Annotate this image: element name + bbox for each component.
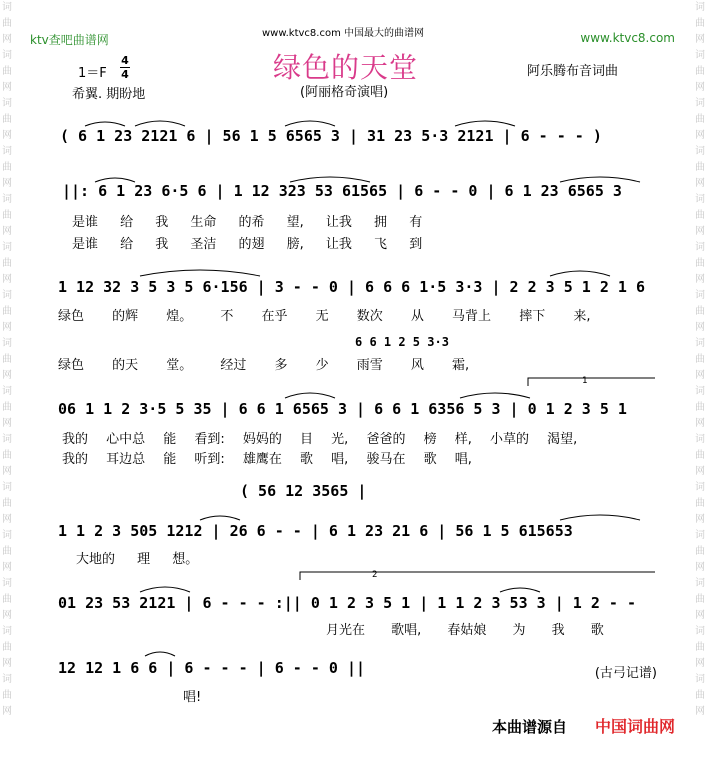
side-watermark-char: 词: [695, 434, 705, 445]
score-row-7: 01 23 53 2121 | 6 - - - :|| 0 1 2 3 5 1 | 1 1 2 3 53 3 | 1 2 - -: [58, 594, 636, 612]
side-watermark-char: 曲: [2, 162, 12, 173]
side-watermark-char: 曲: [2, 402, 12, 413]
side-watermark-char: 词: [2, 674, 12, 685]
side-watermark-char: 网: [2, 418, 12, 429]
side-watermark-char: 网: [695, 562, 705, 573]
side-watermark-char: 曲: [2, 354, 12, 365]
side-watermark-char: 曲: [695, 690, 705, 701]
side-watermark-char: 曲: [695, 210, 705, 221]
side-watermark-char: 词: [2, 2, 12, 13]
side-watermark-char: 词: [2, 482, 12, 493]
side-watermark-char: 网: [695, 34, 705, 45]
side-watermark-char: 词: [695, 2, 705, 13]
side-watermark-char: 网: [2, 562, 12, 573]
score-row-8: 12 12 1 6 6 | 6 - - - | 6 - - 0 ||: [58, 659, 366, 677]
side-watermark-char: 词: [695, 338, 705, 349]
side-watermark-char: 网: [2, 178, 12, 189]
watermark-right: www.ktvc8.com: [580, 31, 675, 45]
lyrics-row-6: 大地的 理 想。: [76, 552, 199, 567]
side-watermark-char: 曲: [695, 354, 705, 365]
side-watermark-char: 网: [695, 466, 705, 477]
composer-credit: 阿乐腾布音词曲: [527, 64, 619, 79]
side-watermark-char: 词: [2, 530, 12, 541]
side-watermark-char: 网: [695, 610, 705, 621]
side-watermark-char: 网: [695, 82, 705, 93]
side-watermark-char: 词: [695, 146, 705, 157]
side-watermark-char: 词: [2, 194, 12, 205]
side-watermark-char: 网: [695, 274, 705, 285]
side-watermark-char: 网: [2, 706, 12, 717]
side-watermark-char: 网: [2, 610, 12, 621]
side-watermark-char: 曲: [695, 642, 705, 653]
side-watermark-char: 词: [2, 290, 12, 301]
side-watermark-char: 曲: [695, 306, 705, 317]
side-watermark-char: 词: [2, 98, 12, 109]
side-watermark-char: 网: [695, 178, 705, 189]
side-watermark-char: 网: [2, 514, 12, 525]
side-watermark-char: 词: [695, 626, 705, 637]
side-watermark-char: 曲: [2, 546, 12, 557]
side-watermark-char: 曲: [695, 114, 705, 125]
side-watermark-char: 词: [695, 242, 705, 253]
side-watermark-char: 网: [2, 466, 12, 477]
lyrics-row-4a: 我的 心中总 能 看到: 妈妈的 目 光, 爸爸的 榜 样, 小草的 渴望,: [62, 432, 578, 447]
side-watermark-char: 词: [2, 434, 12, 445]
score-row-5: ( 56 12 3565 |: [240, 482, 367, 500]
time-signature-top: 4: [121, 54, 129, 67]
watermark-left: ktv查吧曲谱网: [30, 33, 109, 47]
lyrics-row-2a: 是谁 给 我 生命 的希 望, 让我 拥 有: [72, 215, 423, 230]
side-watermark-char: 词: [2, 146, 12, 157]
lyrics-row-3: 绿色 的辉 煌。 不 在乎 无 数次 从 马背上 摔下 来,: [58, 309, 591, 324]
side-watermark-char: 曲: [695, 66, 705, 77]
volta-1-label: 1: [582, 376, 588, 386]
side-watermark-char: 词: [695, 674, 705, 685]
side-watermark-char: 曲: [2, 18, 12, 29]
lyrics-row-3b: 绿色 的天 堂。 经过 多 少 雨雪 风 霜,: [58, 358, 470, 373]
side-watermark-char: 词: [695, 578, 705, 589]
side-watermark-char: 网: [2, 130, 12, 141]
side-watermark-char: 网: [695, 418, 705, 429]
side-watermark-char: 网: [695, 130, 705, 141]
watermark-top: www.ktvc8.com 中国最大的曲谱网: [262, 28, 425, 39]
key-signature: 1＝F: [78, 66, 107, 81]
side-watermark-char: 词: [695, 98, 705, 109]
time-signature-bottom: 4: [121, 68, 129, 81]
footer-source-label: 本曲谱源自: [491, 718, 567, 736]
lyrics-row-7: 月光在 歌唱, 春姑娘 为 我 歌: [326, 623, 604, 638]
lyrics-row-8: 唱!: [183, 690, 202, 705]
side-watermark-char: 词: [695, 482, 705, 493]
side-watermark-char: 网: [2, 274, 12, 285]
side-watermark-char: 曲: [2, 594, 12, 605]
song-title: 绿色的天堂: [273, 51, 419, 84]
side-watermark-char: 网: [695, 658, 705, 669]
transcriber-credit: (古弓记谱): [594, 666, 657, 681]
footer-brand: 中国词曲网: [594, 717, 675, 736]
side-watermark-char: 词: [2, 338, 12, 349]
side-watermark-char: 曲: [695, 18, 705, 29]
side-watermark-char: 网: [2, 34, 12, 45]
side-watermark-char: 词: [695, 386, 705, 397]
score-row-4: 06 1 1 2 3·5 5 35 | 6 6 1 6565 3 | 6 6 1 6356 5 3 | 0 1 2 3 5 1: [58, 400, 627, 418]
side-watermark-char: 网: [2, 658, 12, 669]
side-watermark-char: 网: [2, 226, 12, 237]
side-watermark-char: 曲: [2, 306, 12, 317]
side-watermark-char: 曲: [2, 450, 12, 461]
lyrics-row-4b: 我的 耳边总 能 听到: 雄鹰在 歌 唱, 骏马在 歌 唱,: [62, 452, 472, 467]
side-watermark-char: 网: [695, 226, 705, 237]
side-watermark-char: 词: [695, 290, 705, 301]
score-row-6: 1 1 2 3 505 1212 | 26 6 - - | 6 1 23 21 6 | 56 1 5 615653: [58, 522, 573, 540]
expression-mark: 希翼. 期盼地: [72, 87, 146, 102]
side-watermark-char: 曲: [695, 498, 705, 509]
singer-credit: (阿丽格奇演唱): [300, 85, 389, 100]
side-watermark-char: 网: [2, 370, 12, 381]
side-watermark-char: 词: [695, 50, 705, 61]
side-watermark-char: 曲: [2, 66, 12, 77]
score-row-3: 1 12 32 3 5 3 5 6·156 | 3 - - 0 | 6 6 6 1·5 3·3 | 2 2 3 5 1 2 1 6: [58, 278, 645, 296]
side-watermark-char: 词: [2, 386, 12, 397]
volta-2-label: 2: [372, 570, 378, 580]
side-watermark-char: 曲: [2, 210, 12, 221]
side-watermark-char: 词: [2, 50, 12, 61]
side-watermark-char: 曲: [2, 498, 12, 509]
side-watermark-char: 曲: [695, 258, 705, 269]
side-watermark-char: 网: [695, 370, 705, 381]
side-watermark-char: 网: [695, 322, 705, 333]
side-watermark-char: 网: [695, 514, 705, 525]
side-watermark-char: 词: [2, 242, 12, 253]
side-watermark-char: 网: [695, 706, 705, 717]
side-watermark-char: 词: [695, 194, 705, 205]
side-watermark-char: 词: [2, 578, 12, 589]
side-watermark-char: 曲: [695, 546, 705, 557]
side-watermark-char: 曲: [695, 450, 705, 461]
side-watermark-char: 曲: [695, 402, 705, 413]
lyrics-row-2b: 是谁 给 我 圣洁 的翅 膀, 让我 飞 到: [72, 237, 423, 252]
side-watermark-char: 曲: [2, 114, 12, 125]
side-watermark-char: 曲: [2, 258, 12, 269]
score-row-1: ( 6 1 23 2121 6 | 56 1 5 6565 3 | 31 23 5·3 2121 | 6 - - - ): [60, 127, 602, 145]
side-watermark-char: 曲: [695, 594, 705, 605]
side-watermark-char: 词: [2, 626, 12, 637]
score-row-2: ||: 6 1 23 6·5 6 | 1 12 323 53 61565 | 6 - - 0 | 6 1 23 6565 3: [62, 182, 622, 200]
side-watermark-char: 曲: [695, 162, 705, 173]
score-row-3b: 6 6 1 2 5 3·3: [355, 335, 449, 349]
side-watermark-char: 曲: [2, 642, 12, 653]
slur-marks: [85, 121, 640, 656]
side-watermark-char: 词: [695, 530, 705, 541]
side-watermark-char: 网: [2, 82, 12, 93]
side-watermark-char: 曲: [2, 690, 12, 701]
side-watermark-char: 网: [2, 322, 12, 333]
